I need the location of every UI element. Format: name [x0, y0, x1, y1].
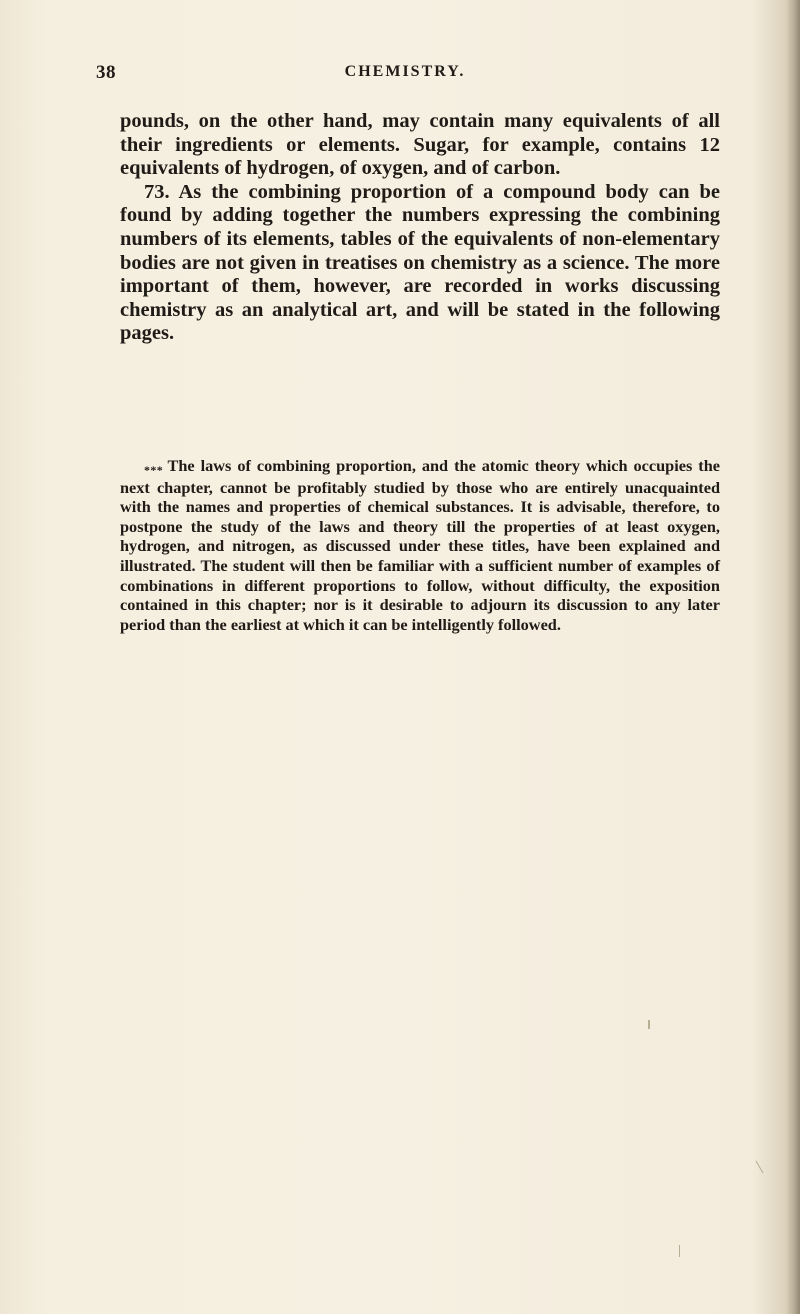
paragraph-continued: pounds, on the other hand, may contain many equivalents of all their ingredients or elements. Sugar, for example, contains 12 equivalents of hydrogen, of oxygen, and of carbon.	[120, 110, 720, 180]
page-edge-shadow	[786, 0, 800, 1314]
main-text	[120, 110, 720, 346]
paper-speck	[648, 1020, 650, 1029]
paper-speck	[756, 1161, 764, 1174]
footnote-block	[120, 456, 720, 634]
running-title: CHEMISTRY.	[344, 63, 466, 80]
page-number: 38	[96, 62, 116, 83]
note-text: The laws of combining proportion, and the atomic theory which occupies the next chapter, cannot be profitably studied by those who are entirely unacquainted with the names and properties of chemical substances. It is advisable, therefore, to postpone the study of the laws and theory till the properties of at least oxygen, hydrogen, and nitrogen, as discussed under these titles, have been explained and illustrated. The student will then be familiar with a sufficient number of examples of combinations in different proportions to follow, without difficulty, the exposition contained in this chapter; nor is it desirable to adjourn its discussion to any later period than the earliest at which it can be intelligently followed.	[120, 456, 720, 634]
asterism-mark: * * *	[144, 463, 162, 477]
paragraph-73: 73. As the combining proportion of a compound body can be found by adding together the numbers expressing the combining numbers of its elements, tables of the equivalents of non-elementary bodies are not given in treatises on chemistry as a science. The more important of them, however, are recorded in works discussing chemistry as an analytical art, and will be stated in the following pages.	[120, 180, 720, 345]
paper-speck	[679, 1245, 680, 1257]
running-head	[96, 62, 714, 84]
note-paragraph	[120, 456, 720, 634]
